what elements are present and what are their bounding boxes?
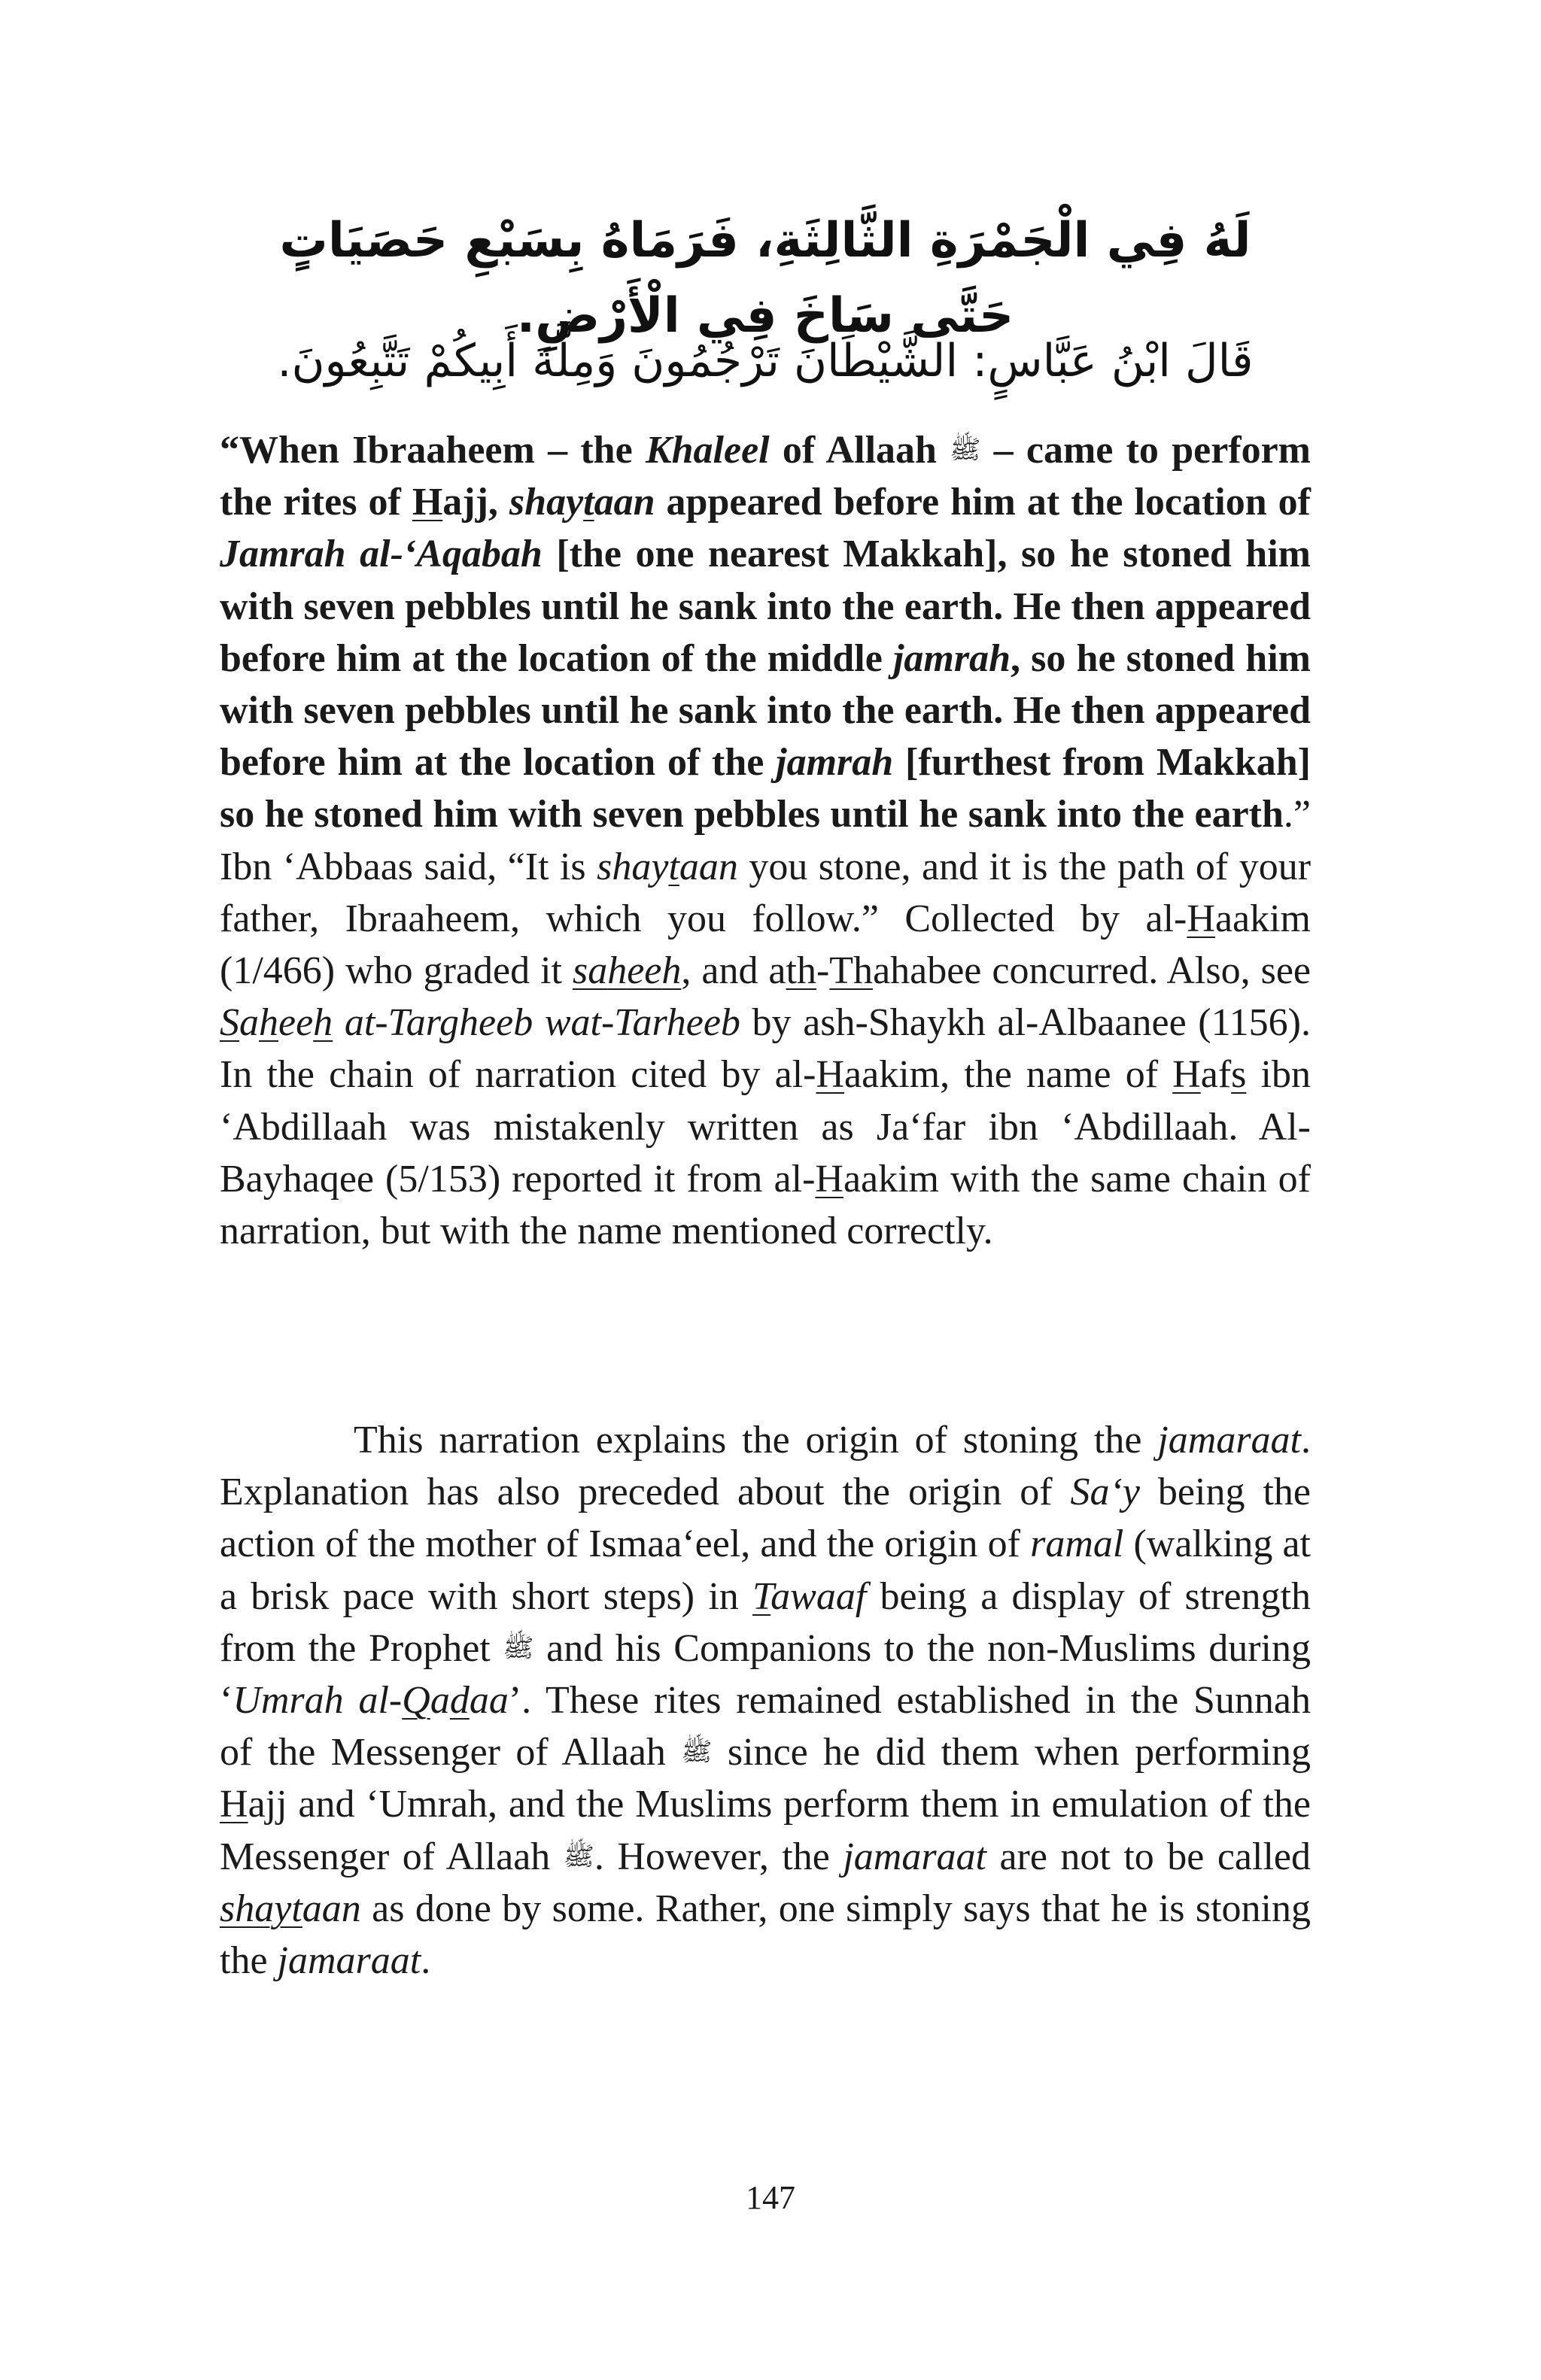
term-saheeh: h xyxy=(661,949,682,993)
term-say: Sa‘y xyxy=(1070,1471,1140,1514)
honorific-symbol: ﷺ xyxy=(563,1841,594,1872)
body-text: ahabee concurred. Also, see xyxy=(873,949,1311,993)
term-jamrah: jamrah xyxy=(776,741,894,785)
term-jamrah: jamrah xyxy=(892,636,1011,680)
paragraph-explanation xyxy=(220,1414,1311,1987)
book-title: at-Targheeb wat-Tarheeb xyxy=(333,1001,740,1045)
underlined-letter: s xyxy=(1231,1053,1247,1097)
term-umrah-al-qadaa: Umrah al- xyxy=(233,1679,403,1723)
book-title: h xyxy=(313,1001,333,1045)
bold-text: of Allaah xyxy=(769,429,950,472)
bold-text: “When Ibraaheem – the xyxy=(220,429,646,472)
term-shaytaan: aan xyxy=(679,845,738,888)
body-text: aakim, the name of xyxy=(844,1053,1173,1097)
underlined-letter: H xyxy=(816,1053,845,1097)
term-shaytaan: aan xyxy=(594,481,655,524)
term-tawaaf: T xyxy=(752,1574,771,1618)
bold-text: – came to perform the rites of xyxy=(220,429,1311,524)
book-title: a xyxy=(239,1001,259,1045)
term-ramal: ramal xyxy=(1030,1522,1124,1566)
body-text: (walking at a brisk pace with short steps) in xyxy=(220,1522,1311,1618)
term-saheeh: ee xyxy=(627,949,662,993)
paragraph-narration-translation xyxy=(220,424,1311,1257)
underlined-letter: t xyxy=(291,1887,302,1930)
book-title: ee xyxy=(278,1001,314,1045)
body-text: . However, the xyxy=(594,1835,843,1878)
term-umrah-al-qadaa: a xyxy=(430,1679,450,1723)
honorific-symbol: ﷺ xyxy=(503,1632,534,1663)
underlined-letters: th xyxy=(786,949,816,993)
body-text: - xyxy=(816,949,830,993)
body-text: by ash-Shaykh al-Albaanee (1156). In the chain of narration cited by al- xyxy=(220,1001,1311,1097)
term-umrah-al-qadaa: Q xyxy=(402,1679,430,1723)
term-jamaraat: jamaraat xyxy=(843,1835,986,1878)
body-text: . xyxy=(421,1939,431,1983)
bold-text: ajj, xyxy=(442,481,509,524)
term-shaytaan: aan xyxy=(302,1887,361,1930)
term-jamrah-al-aqabah: Jamrah al-‘Aqabah xyxy=(220,533,543,576)
bold-text: , so he stoned him with seven pebbles until he sank into the earth. He then appeared before him at the location of the xyxy=(220,636,1311,785)
body-text: you stone, and it is the path of your father, Ibraaheem, which you follow.” Collected by al- xyxy=(220,845,1312,940)
term-part: shay xyxy=(509,481,584,524)
body-text: aakim with the same chain of narration, but with the name mentioned correctly. xyxy=(220,1157,1311,1253)
bold-text: appeared before him at the location of xyxy=(655,481,1311,524)
body-text: are not to be called xyxy=(986,1835,1311,1878)
body-text: .” Ibn ‘Abbaas said, “It is xyxy=(220,793,1311,888)
term-jamaraat: jamaraat xyxy=(1157,1419,1301,1462)
term-shaytaan xyxy=(509,481,594,524)
underlined-letter: H xyxy=(815,1157,843,1201)
body-text: ibn ‘Abdillaah was mistakenly written as Ja‘far ibn ‘Abdillaah. Al-Bayhaqee (5/153) reported it from al- xyxy=(220,1053,1311,1201)
term-part: shay xyxy=(597,845,669,888)
underlined-letter: H xyxy=(1187,897,1215,940)
body-text: as done by some. Rather, one simply says that he is stoning the xyxy=(220,1887,1311,1983)
body-text: and his Companions to the non-Muslims during ‘ xyxy=(220,1626,1311,1723)
term-khaleel: Khaleel xyxy=(645,429,770,472)
underlined-letter: t xyxy=(668,845,679,888)
underlined-letter: t xyxy=(583,481,594,524)
body-text: This narration explains the origin of stoning the xyxy=(354,1419,1158,1462)
bold-text: [furthest from Makkah] so he stoned him with seven pebbles until he sank into the earth xyxy=(220,741,1311,836)
book-title: h xyxy=(259,1001,278,1045)
page-number: 147 xyxy=(746,2179,795,2216)
term-saheeh: h xyxy=(607,949,628,993)
body-text: ’. These rites remained established in the Sunnah of the Messenger of Allaah xyxy=(220,1679,1312,1774)
term-shaytaan xyxy=(597,845,679,888)
body-text: being the action of the mother of Ismaa‘eel, and the origin of xyxy=(220,1471,1311,1566)
body-text: being a display of strength from the Prophet xyxy=(220,1574,1312,1670)
bold-text: [the one nearest Makkah], so he stoned him with seven pebbles until he sank into the earth. He then appeared before him at the location of the middle xyxy=(220,533,1311,680)
term-umrah-al-qadaa: d xyxy=(449,1679,470,1723)
honorific-symbol: ﷺ xyxy=(950,435,981,465)
term-part: shay xyxy=(220,1887,292,1930)
term-jamaraat: jamaraat xyxy=(277,1939,421,1983)
term-umrah-al-qadaa: aa xyxy=(469,1679,509,1723)
body-text: ajj and ‘Umrah, and the Muslims perform them in emulation of the Messenger of Allaah xyxy=(220,1783,1311,1878)
body-text: aakim (1/466) who graded it xyxy=(220,897,1311,993)
underlined-letters: Th xyxy=(829,949,874,993)
body-text: , and a xyxy=(681,949,786,993)
term-shaytaan xyxy=(220,1887,302,1930)
body-text: since he did them when performing xyxy=(712,1731,1311,1774)
arabic-verse-line-1: لَهُ فِي الْجَمْرَةِ الثَّالِثَةِ، فَرَمَاهُ بِسَبْعِ حَصَيَاتٍ حَتَّى سَاخَ فِي الْأَرْضِ. xyxy=(279,213,1251,344)
body-text: . Explanation has also preceded about the origin of xyxy=(220,1419,1311,1514)
term-tawaaf: awaaf xyxy=(770,1574,867,1618)
honorific-symbol: ﷺ xyxy=(681,1737,713,1768)
arabic-verse-line-2: قَالَ ابْنُ عَبَّاسٍ: الشَّيْطَانَ تَرْجُمُونَ وَمِلَّةَ أَبِيكُمْ تَتَّبِعُونَ. xyxy=(277,335,1254,387)
underlined-letter: H xyxy=(220,1783,248,1826)
underlined-letter: H xyxy=(412,481,443,524)
body-text: af xyxy=(1200,1053,1232,1097)
book-title: S xyxy=(220,1001,239,1045)
term-saheeh: sa xyxy=(572,949,608,993)
underlined-letter: H xyxy=(1172,1053,1201,1097)
